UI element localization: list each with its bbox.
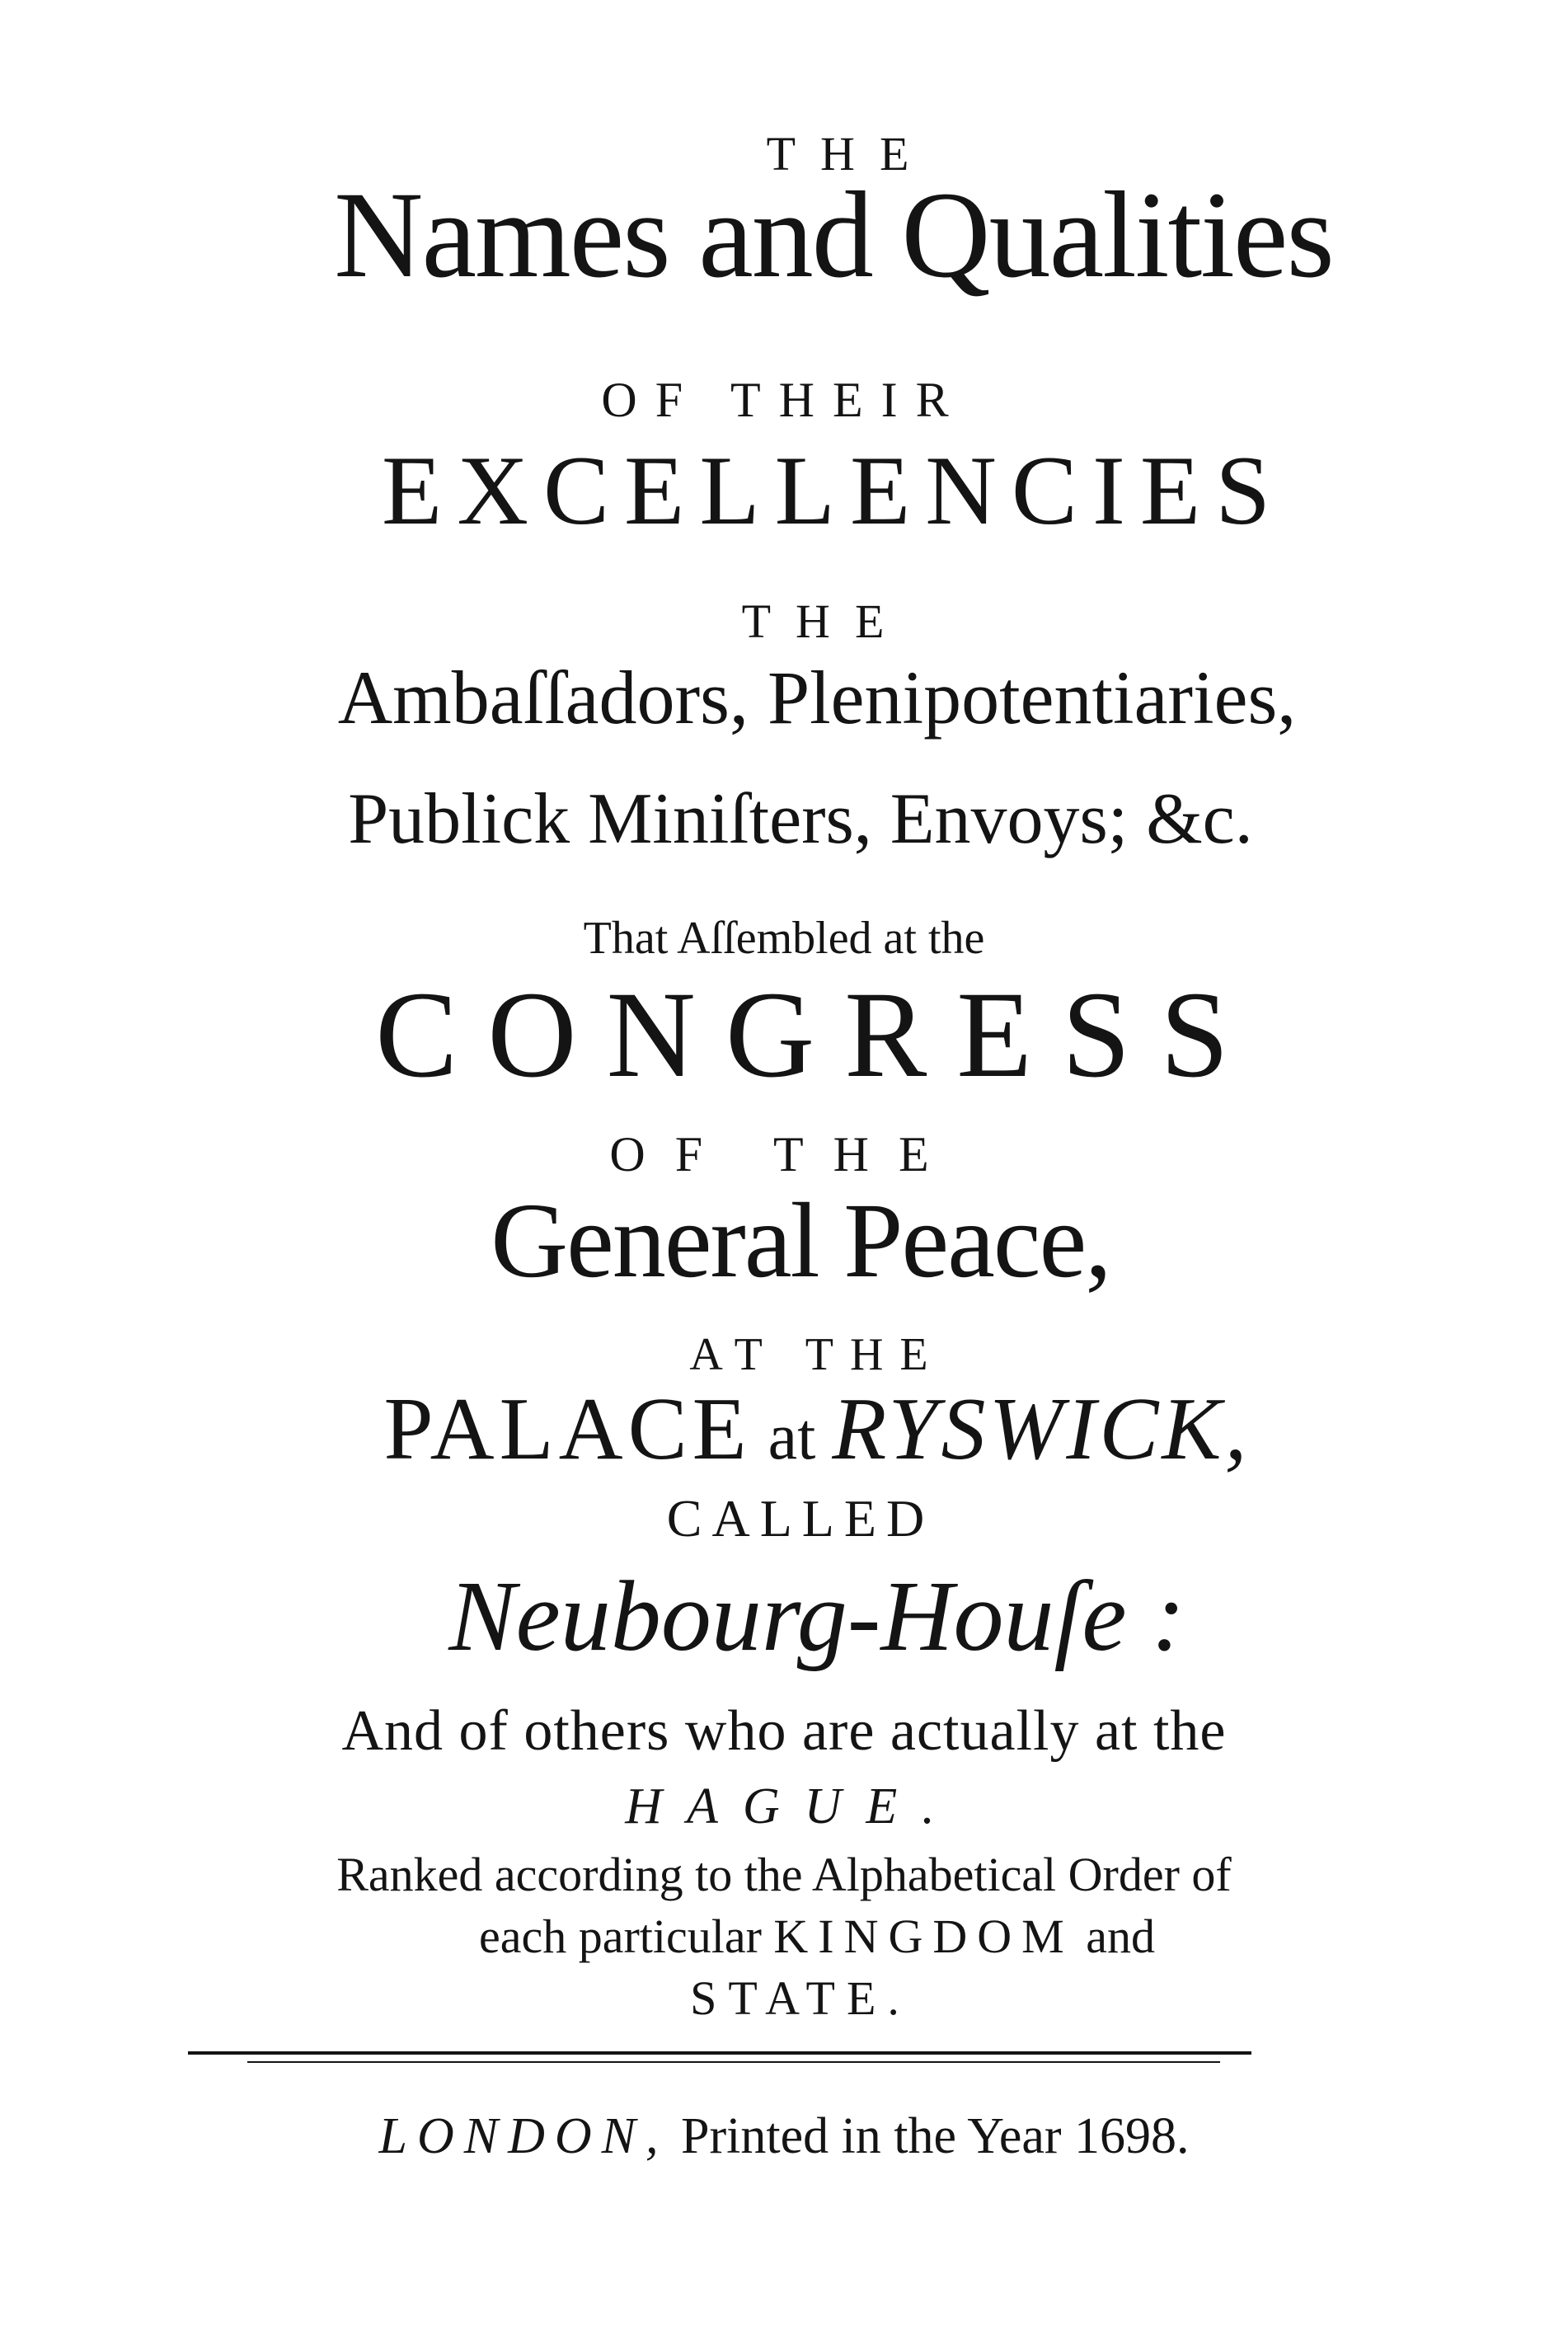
and-word: and <box>1073 1910 1155 1963</box>
imprint-rule-thin <box>247 2061 1220 2063</box>
line-state: STATE. <box>690 1971 911 2025</box>
imprint-rule <box>188 2051 1251 2055</box>
line-palace-at-ryswick <box>0 1380 1568 1478</box>
title-neubourg-house: Neubourg-Houſe : <box>448 1561 1185 1672</box>
imprint-line <box>0 2108 1568 2164</box>
kingdom-word: KINGDOM <box>773 1910 1074 1963</box>
line-ranked-according: Ranked according to the Alphabetical Order of <box>336 1848 1232 1901</box>
line-publick-ministers: Publick Miniſters, Envoys; &c. <box>348 779 1253 859</box>
palace-at-word: at <box>751 1401 833 1473</box>
title-excellencies: EXCELLENCIES <box>382 435 1285 545</box>
heading-at-the: AT THE <box>689 1329 945 1380</box>
imprint-printed-year: Printed in the Year 1698. <box>668 2108 1190 2164</box>
heading-of-the: OF THE <box>609 1127 959 1181</box>
each-particular-text: each particular <box>478 1910 774 1963</box>
palace-word: PALACE <box>383 1380 752 1478</box>
heading-the-second: THE <box>741 594 909 648</box>
line-each-particular <box>0 1910 1568 1963</box>
heading-of-their: OF THEIR <box>601 373 967 427</box>
title-names-and-qualities: Names and Qualities <box>334 167 1333 303</box>
heading-called: CALLED <box>666 1489 935 1548</box>
line-and-others: And of others who are actually at the <box>341 1699 1227 1763</box>
palace-place-name: RYSWICK, <box>832 1380 1251 1478</box>
imprint-city: LONDON, <box>378 2108 669 2164</box>
title-congress: CONGRESS <box>375 966 1259 1103</box>
line-ambassadors: Ambaſſadors, Plenipotentiaries, <box>337 655 1297 740</box>
title-general-peace: General Peace, <box>491 1181 1110 1300</box>
line-that-assembled: That Aſſembled at the <box>583 913 985 964</box>
line-hague: HAGUE. <box>625 1778 960 1834</box>
heading-the: THE <box>766 127 934 181</box>
